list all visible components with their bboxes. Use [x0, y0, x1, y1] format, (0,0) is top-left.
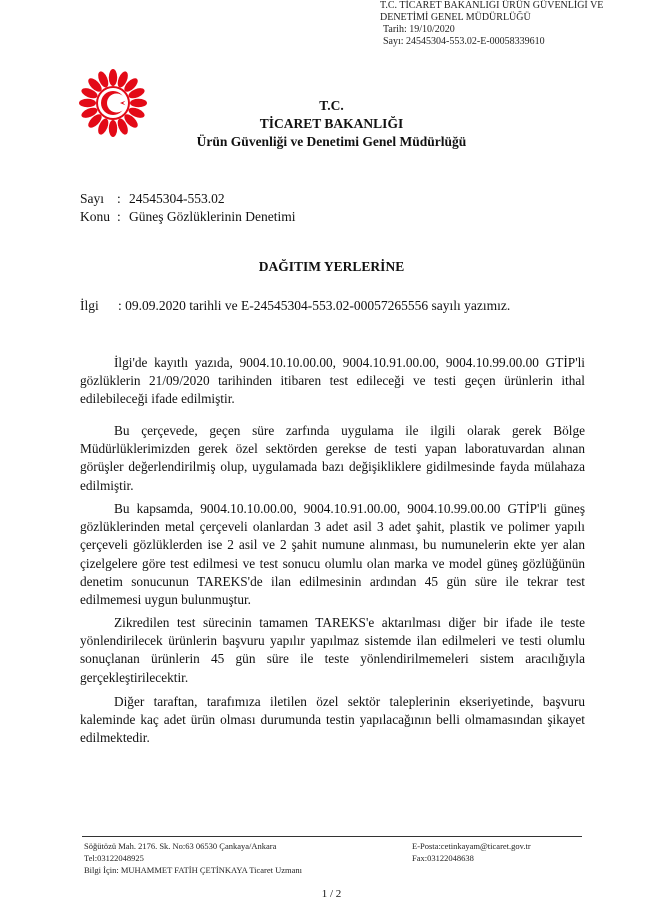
sayi-separator: :: [117, 191, 121, 206]
sayi-label: Sayı: [80, 191, 105, 206]
ilgi-value: : 09.09.2020 tarihli ve E-24545304-553.02-00057265556 sayılı yazımız.: [118, 298, 511, 313]
ilgi-label: İlgi: [80, 298, 99, 313]
footer-email: E-Posta:cetinkayam@ticaret.gov.tr: [412, 841, 531, 851]
stamp-line-2: DENETİMİ GENEL MÜDÜRLÜĞÜ: [380, 12, 531, 23]
header-directorate: Ürün Güvenliği ve Denetimi Genel Müdürlüğü: [196, 134, 467, 149]
body-paragraph: Zikredilen test sürecinin tamamen TAREKS'e aktarılması diğer bir ifade ile teste yönlendirilecek ürünlerin başvuru yapılır yapılmaz sistemde ilan edilmeleri ve testi olumlu sonuçlanan ürünlerin 45 gün süre ile teste yönlendirilmemeleri sistem aracılığıyla gerçekleştirilecektir.: [80, 615, 585, 685]
recipient-heading: DAĞITIM YERLERİNE: [258, 259, 405, 274]
footer-fax: Fax:03122048638: [412, 853, 474, 863]
stamp-number: Sayı: 24545304-553.02-E-00058339610: [383, 36, 545, 47]
footer-phone: Tel:03122048925: [84, 853, 144, 863]
konu-label: Konu: [80, 209, 110, 224]
footer-address: Söğütözü Mah. 2176. Sk. No:63 06530 Çankaya/Ankara: [84, 841, 277, 851]
sayi-value: 24545304-553.02: [129, 191, 225, 206]
stamp-date: Tarih: 19/10/2020: [383, 24, 455, 35]
konu-separator: :: [117, 209, 121, 224]
header-country: T.C.: [319, 98, 344, 113]
footer-contact: Bilgi İçin: MUHAMMET FATİH ÇETİNKAYA Ticaret Uzmanı: [84, 865, 303, 875]
logo-petal: [109, 69, 117, 86]
stamp-line-1: T.C. TİCARET BAKANLIĞI ÜRÜN GÜVENLİĞİ VE: [380, 0, 604, 11]
body-paragraph: Bu kapsamda, 9004.10.10.00.00, 9004.10.91.00.00, 9004.10.99.00.00 GTİP'li güneş gözlüklerinden metal çerçeveli olanlardan 3 adet asil 3 adet şahit, plastik ve polimer yapılı çerçeveli gözlüklerden ise 2 asil ve 2 şahit numune alınması, bu numunelerin ekte yer alan çizelgelere göre test edilmesi ve test sonucu olumlu olan marka ve model güneş gözlüğünün denetim sonucunun TAREKS'de ilan edilmesinin ardından 45 gün süre ile tekrar test edilmemesi uygun bulunmuştur.: [80, 501, 585, 608]
body-paragraph: Diğer taraftan, tarafımıza iletilen özel sektör taleplerinin ekseriyetinde, başvuru kaleminde kaç adet ürün olması durumunda testin yapılacağının belli olmamasından şikayet edilmektedir.: [80, 694, 585, 746]
document-stamp: [380, 0, 603, 48]
page-number: 1 / 2: [321, 888, 342, 900]
header-ministry: TİCARET BAKANLIĞI: [259, 116, 404, 131]
konu-value: Güneş Gözlüklerinin Denetimi: [129, 209, 296, 224]
body-paragraph: İlgi'de kayıtlı yazıda, 9004.10.10.00.00, 9004.10.91.00.00, 9004.10.99.00.00 GTİP'li gözlüklerin 21/09/2020 tarihinden itibaren test edileceği ve testi geçen ürünlerin ithal edilebileceği ifade edilmiştir.: [80, 355, 585, 407]
body-paragraph: Bu çerçevede, geçen süre zarfında uygulama ile ilgili olarak gerek Bölge Müdürlüklerimizden gerek özel sektörden gerekse de testi yapan laboratuvardan alınan görüşler değerlendirilmiş olup, uygulamada bazı değişikliklere gidilmesinde fayda mülahaza edilmiştir.: [80, 423, 585, 493]
footer-divider: [82, 836, 582, 837]
